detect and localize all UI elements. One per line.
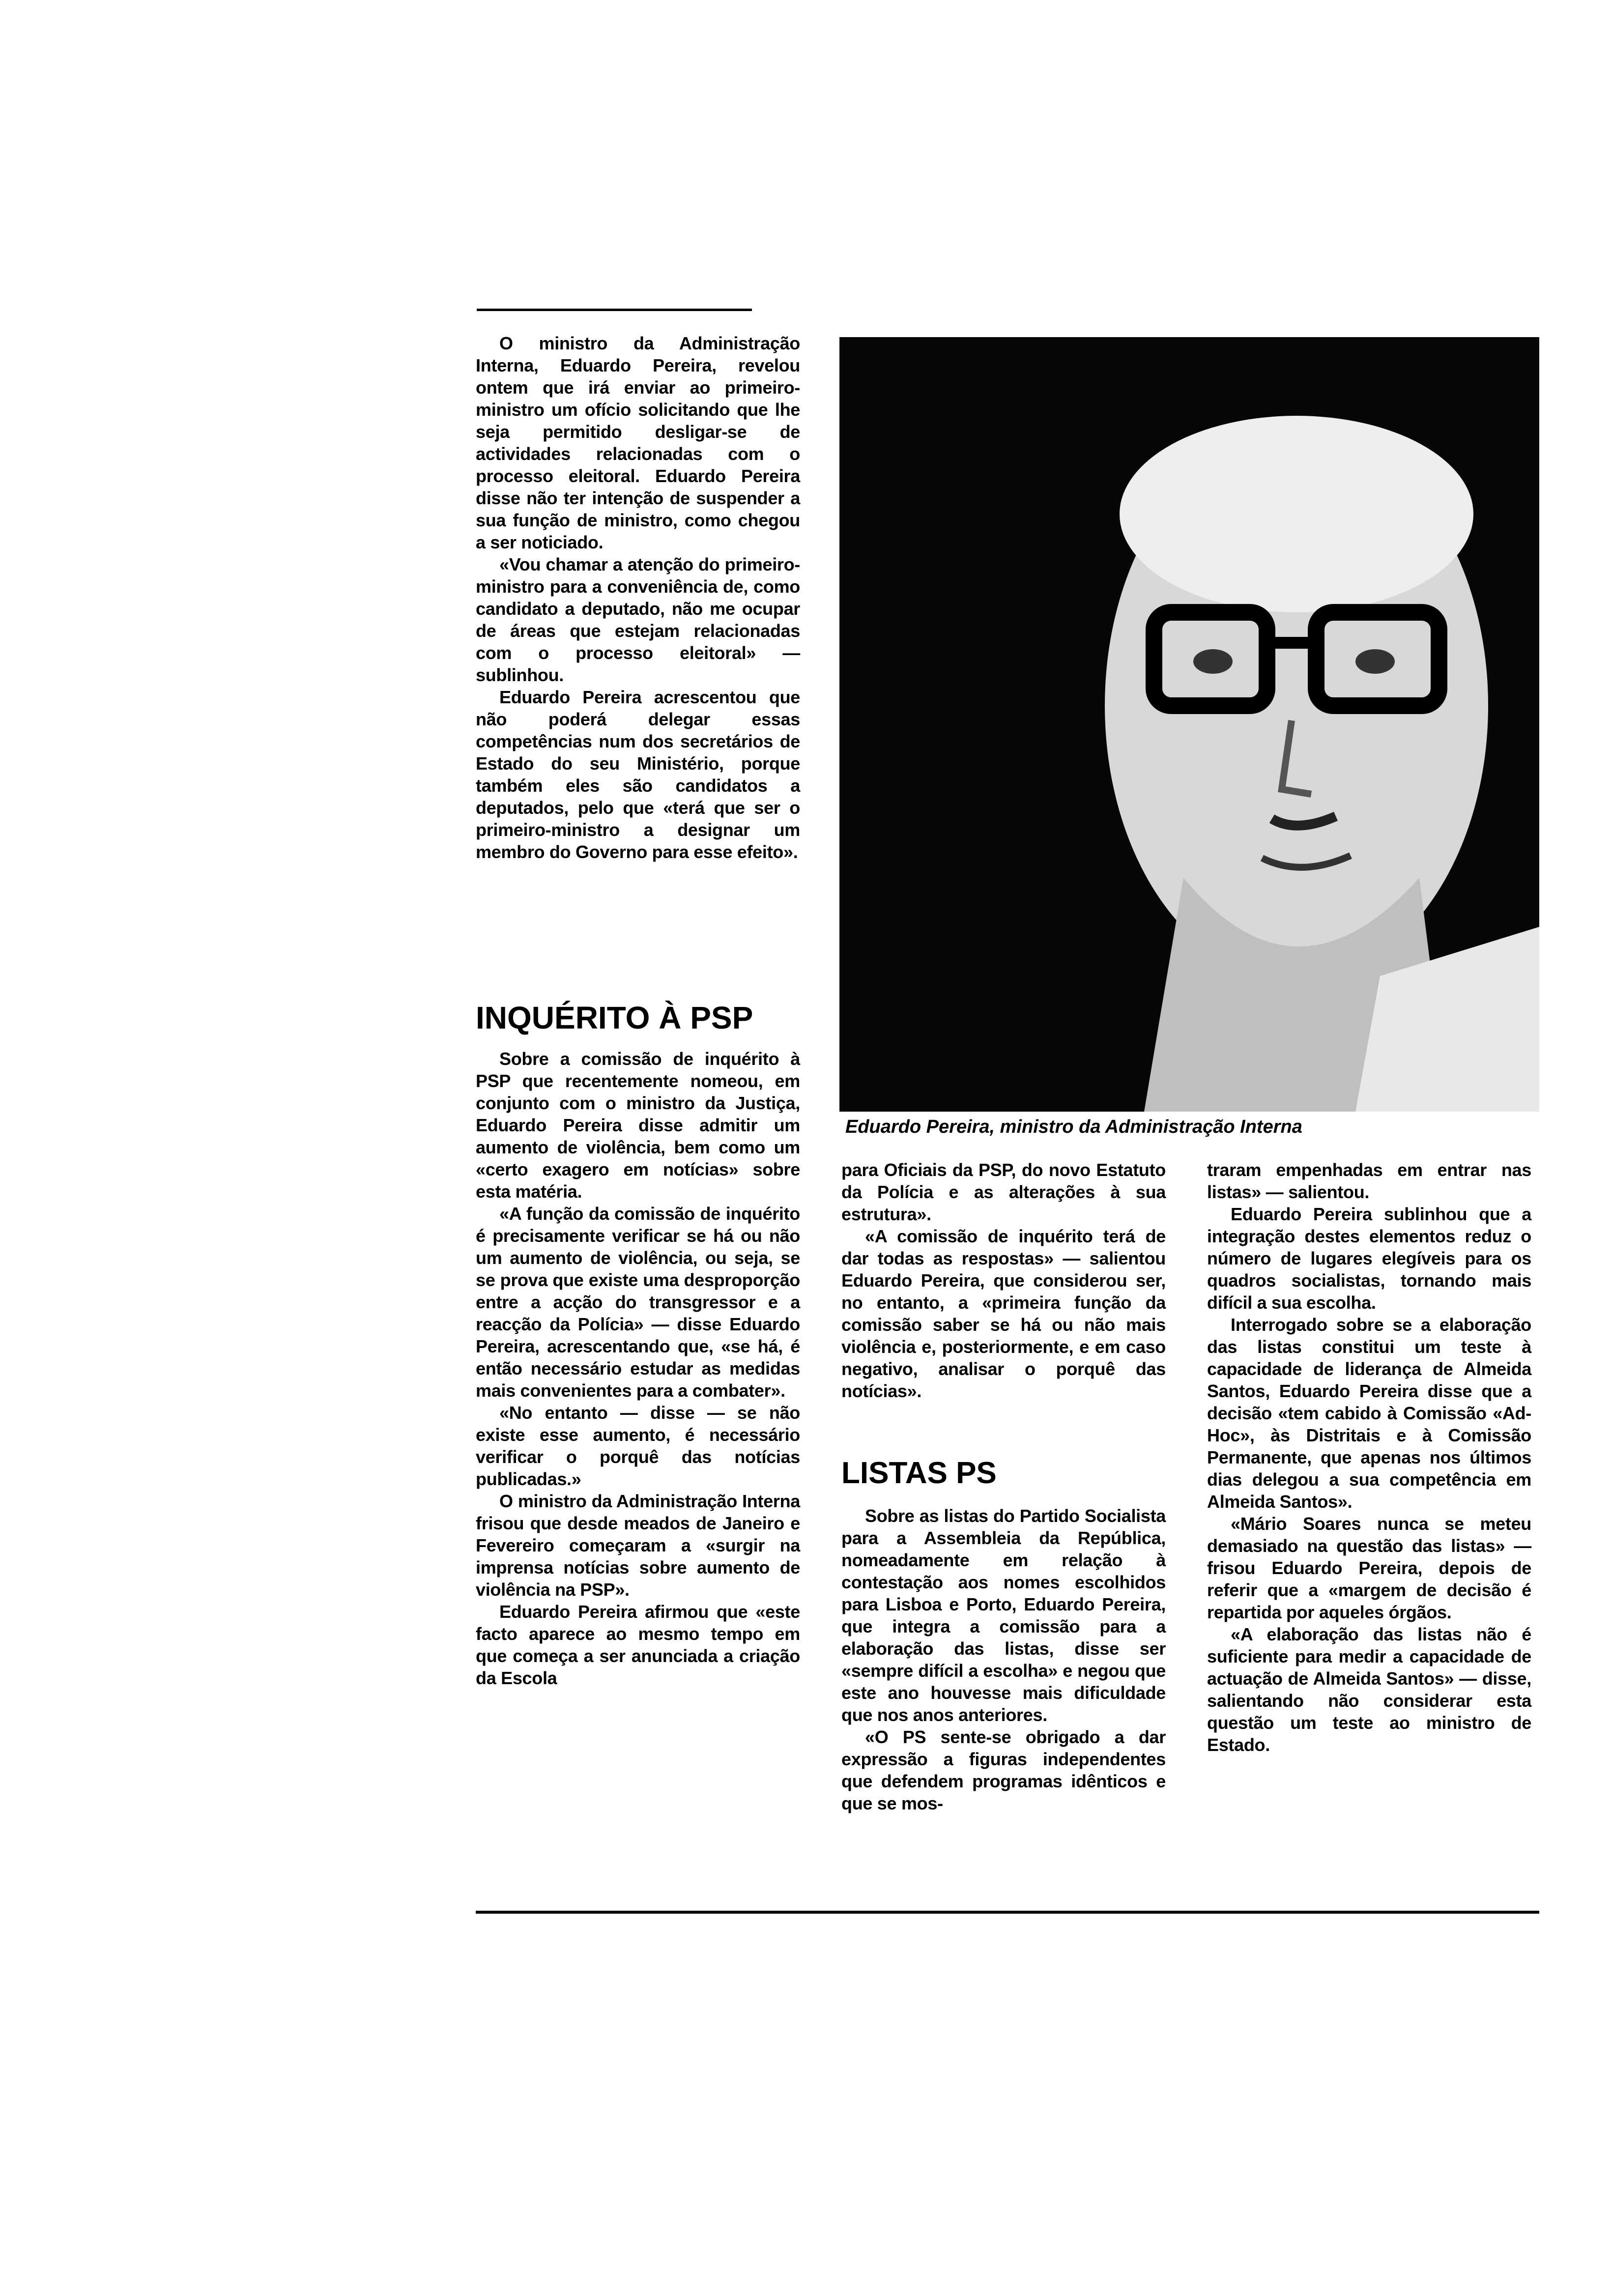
article-column-2 (841, 1159, 1166, 1402)
paragraph: Eduardo Pereira sublinhou que a integração destes elementos reduz o número de lugares elegíveis para os quadros socialistas, tornando mais difícil a sua escolha. (1207, 1204, 1531, 1313)
photo-caption: Eduardo Pereira, ministro da Administração Interna (845, 1117, 1302, 1137)
portrait-photo (839, 337, 1539, 1112)
article-column-1 (476, 332, 800, 863)
bottom-rule (476, 1911, 1539, 1914)
article-column-2-continued (841, 1505, 1166, 1814)
paragraph: O ministro da Administração Interna, Eduardo Pereira, revelou ontem que irá enviar ao primeiro-ministro um ofício solicitando que lhe seja permitido desligar-se de actividades relacionadas com o processo eleitoral. Eduardo Pereira disse não ter intenção de suspender a sua função de ministro, como chegou a ser noticiado. (476, 333, 800, 552)
paragraph: Eduardo Pereira acrescentou que não poderá delegar essas competências num dos secretários de Estado do seu Ministério, porque também eles são candidatos a deputados, pelo que «terá que ser o primeiro-ministro a designar um membro do Governo para esse efeito». (476, 687, 800, 862)
paragraph: Eduardo Pereira afirmou que «este facto aparece ao mesmo tempo em que começa a ser anunciada a criação da Escola (476, 1602, 800, 1688)
article-column-1-continued (476, 1048, 800, 1689)
paragraph: Sobre a comissão de inquérito à PSP que recentemente nomeou, em conjunto com o ministro da Justiça, Eduardo Pereira disse admitir um aumento de violência, bem como um «certo exagero em notícias» sobre esta matéria. (476, 1049, 800, 1202)
paragraph: «A função da comissão de inquérito é precisamente verificar se há ou não um aumento de violência, ou seja, se se prova que existe uma desproporção entre a acção do transgressor e a reacção da Polícia» — disse Eduardo Pereira, acrescentando que, «se há, é então necessário estudar as medidas mais convenientes para a combater». (476, 1204, 800, 1401)
paragraph: «A comissão de inquérito terá de dar todas as respostas» — salientou Eduardo Pereira, que considerou ser, no entanto, a «primeira função da comissão saber se há ou não mais violência e, posteriormente, e em caso negativo, analisar o porquê das notícias». (841, 1226, 1166, 1401)
paragraph: O ministro da Administração Interna frisou que desde meados de Janeiro e Fevereiro começaram a «surgir na imprensa notícias sobre aumento de violência na PSP». (476, 1491, 800, 1600)
paragraph: «No entanto — disse — se não existe esse aumento, é necessário verificar o porquê das notícias publicadas.» (476, 1403, 800, 1489)
paragraph: «O PS sente-se obrigado a dar expressão a figuras independentes que defendem programas idênticos e que se mos- (841, 1727, 1166, 1813)
section-heading-listas: LISTAS PS (841, 1456, 997, 1490)
section-heading-inquerito: INQUÉRITO À PSP (476, 1000, 753, 1035)
paragraph: traram empenhadas em entrar nas listas» — salientou. (1207, 1160, 1531, 1202)
paragraph: «A elaboração das listas não é suficiente para medir a capacidade de actuação de Almeida Santos» — disse, salientando não considerar esta questão um teste ao ministro de Estado. (1207, 1624, 1531, 1755)
article-column-3 (1207, 1159, 1531, 1756)
paragraph: para Oficiais da PSP, do novo Estatuto da Polícia e as alterações à sua estrutura». (841, 1160, 1166, 1224)
paragraph: «Mário Soares nunca se meteu demasiado na questão das listas» — frisou Eduardo Pereira, depois de referir que a «margem de decisão é repartida por aqueles órgãos. (1207, 1514, 1531, 1622)
paragraph: Sobre as listas do Partido Socialista para a Assembleia da República, nomeadamente em relação à contestação aos nomes escolhidos para Lisboa e Porto, Eduardo Pereira, que integra a comissão para a elaboração das listas, disse ser «sempre difícil a escolha» e negou que este ano houvesse mais dificuldade que nos anos anteriores. (841, 1506, 1166, 1725)
top-rule (477, 309, 752, 311)
portrait-icon (839, 337, 1539, 1112)
paragraph: «Vou chamar a atenção do primeiro-ministro para a conveniência de, como candidato a deputado, não me ocupar de áreas que estejam relacionadas com o processo eleitoral» — sublinhou. (476, 554, 800, 685)
paragraph: Interrogado sobre se a elaboração das listas constitui um teste à capacidade de liderança de Almeida Santos, Eduardo Pereira disse que a decisão «tem cabido à Comissão «Ad-Hoc», às Distritais e à Comissão Permanente, que apenas nos últimos dias delegou a sua competência em Almeida Santos». (1207, 1315, 1531, 1512)
